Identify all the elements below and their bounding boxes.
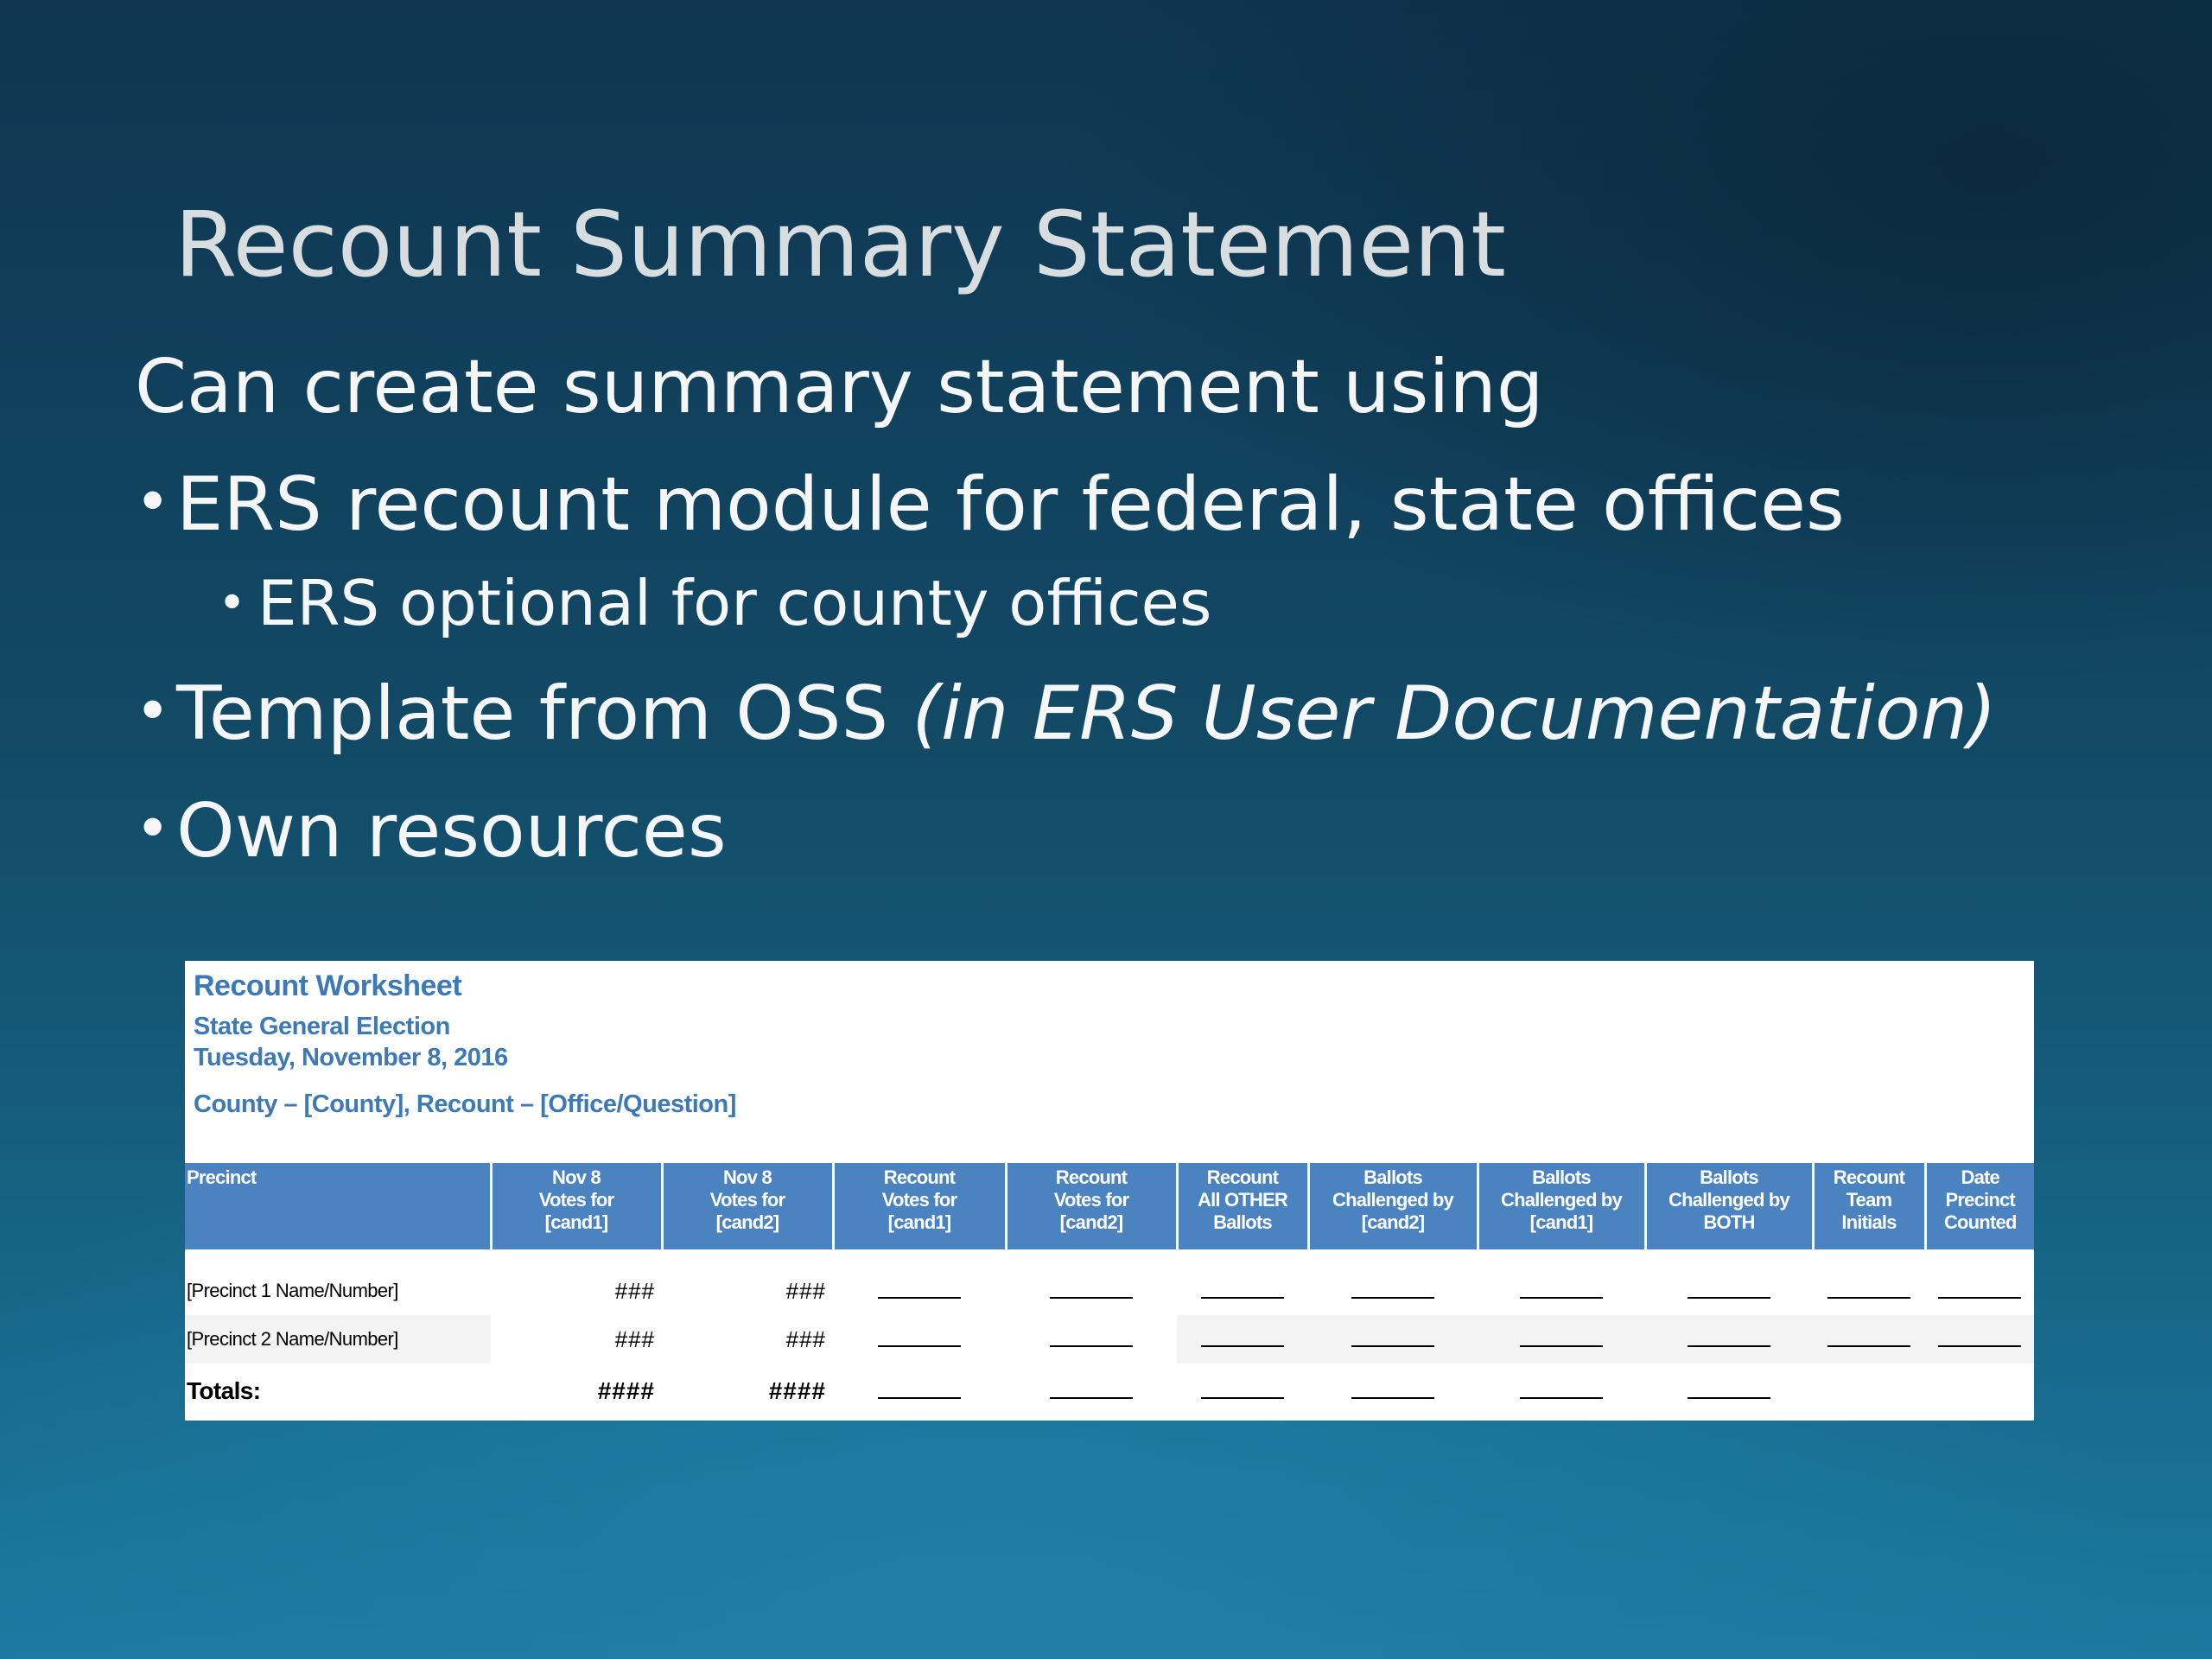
precinct-name: [Precinct 2 Name/Number] xyxy=(185,1315,491,1363)
blank-entry xyxy=(1177,1363,1308,1419)
worksheet-table xyxy=(185,1163,2034,1419)
blank-entry xyxy=(833,1363,1006,1419)
table-header-row xyxy=(185,1163,2034,1249)
totals-label: Totals: xyxy=(187,1377,261,1404)
worksheet-election: State General Election xyxy=(194,1013,450,1040)
column-header: Recount Team Initials xyxy=(1813,1163,1925,1249)
column-header: Precinct xyxy=(185,1163,491,1249)
bullet-template-italic: (in ERS User Documentation) xyxy=(912,671,1997,757)
bullet-own-text: Own resources xyxy=(176,788,727,874)
column-header: Ballots Challenged by [cand1] xyxy=(1478,1163,1645,1249)
table-row xyxy=(185,1315,2034,1363)
nov8-cand1-value: ### xyxy=(614,1277,655,1304)
bullet-dot: • xyxy=(135,467,171,537)
blank-entry xyxy=(1478,1315,1645,1363)
bullet-own xyxy=(135,788,727,874)
blank-entry xyxy=(1308,1315,1478,1363)
blank-entry xyxy=(1006,1363,1177,1419)
recount-worksheet-image xyxy=(185,961,2034,1421)
nov8-cand2-value: ### xyxy=(662,1315,833,1363)
bullet-dot: • xyxy=(135,793,171,864)
column-header: Date Precinct Counted xyxy=(1925,1163,2034,1249)
empty-cell xyxy=(1925,1363,2034,1419)
column-header: Nov 8 Votes for [cand2] xyxy=(662,1163,833,1249)
column-header: Nov 8 Votes for [cand1] xyxy=(491,1163,662,1249)
lead-text: Can create summary statement using xyxy=(135,344,1544,430)
worksheet-title: Recount Worksheet xyxy=(194,969,462,1002)
bullet-ers-text: ERS recount module for federal, state offices xyxy=(176,461,1845,548)
bullet-dot: • xyxy=(218,575,247,632)
totals-nov8-cand2: #### xyxy=(768,1377,826,1404)
blank-entry xyxy=(1645,1315,1813,1363)
bullet-ers-sub-text: ERS optional for county offices xyxy=(257,567,1212,639)
column-header: Ballots Challenged by BOTH xyxy=(1645,1163,1813,1249)
precinct-name: [Precinct 1 Name/Number] xyxy=(187,1280,398,1301)
blank-entry xyxy=(1813,1315,1925,1363)
blank-entry xyxy=(1308,1363,1478,1419)
table-row xyxy=(185,1249,2034,1315)
blank-entry xyxy=(1177,1315,1308,1363)
blank-entry xyxy=(1645,1363,1813,1419)
blank-entry xyxy=(1478,1363,1645,1419)
nov8-cand1-value: ### xyxy=(491,1315,662,1363)
blank-entry xyxy=(1925,1315,2034,1363)
blank-entry xyxy=(1478,1249,1645,1315)
worksheet-context: County – [County], Recount – [Office/Question] xyxy=(194,1090,736,1118)
bullet-template-text: Template from OSS xyxy=(176,671,912,757)
blank-entry xyxy=(1813,1249,1925,1315)
bullet-ers-sub xyxy=(218,567,1211,639)
column-header: Recount Votes for [cand2] xyxy=(1006,1163,1177,1249)
empty-cell xyxy=(1813,1363,1925,1419)
blank-entry xyxy=(1925,1249,2034,1315)
worksheet-date: Tuesday, November 8, 2016 xyxy=(194,1044,508,1071)
nov8-cand2-value: ### xyxy=(785,1277,826,1304)
totals-nov8-cand1: #### xyxy=(597,1377,655,1404)
blank-entry xyxy=(1006,1315,1177,1363)
bullet-template xyxy=(135,671,1997,757)
blank-entry xyxy=(833,1249,1006,1315)
blank-entry xyxy=(1006,1249,1177,1315)
column-header: Recount Votes for [cand1] xyxy=(833,1163,1006,1249)
blank-entry xyxy=(833,1315,1006,1363)
slide-title: Recount Summary Statement xyxy=(175,192,1506,297)
totals-row xyxy=(185,1363,2034,1419)
blank-entry xyxy=(1177,1249,1308,1315)
bullet-ers xyxy=(135,461,1845,548)
column-header: Recount All OTHER Ballots xyxy=(1177,1163,1308,1249)
blank-entry xyxy=(1645,1249,1813,1315)
column-header: Ballots Challenged by [cand2] xyxy=(1308,1163,1478,1249)
bullet-dot: • xyxy=(135,676,171,747)
blank-entry xyxy=(1308,1249,1478,1315)
